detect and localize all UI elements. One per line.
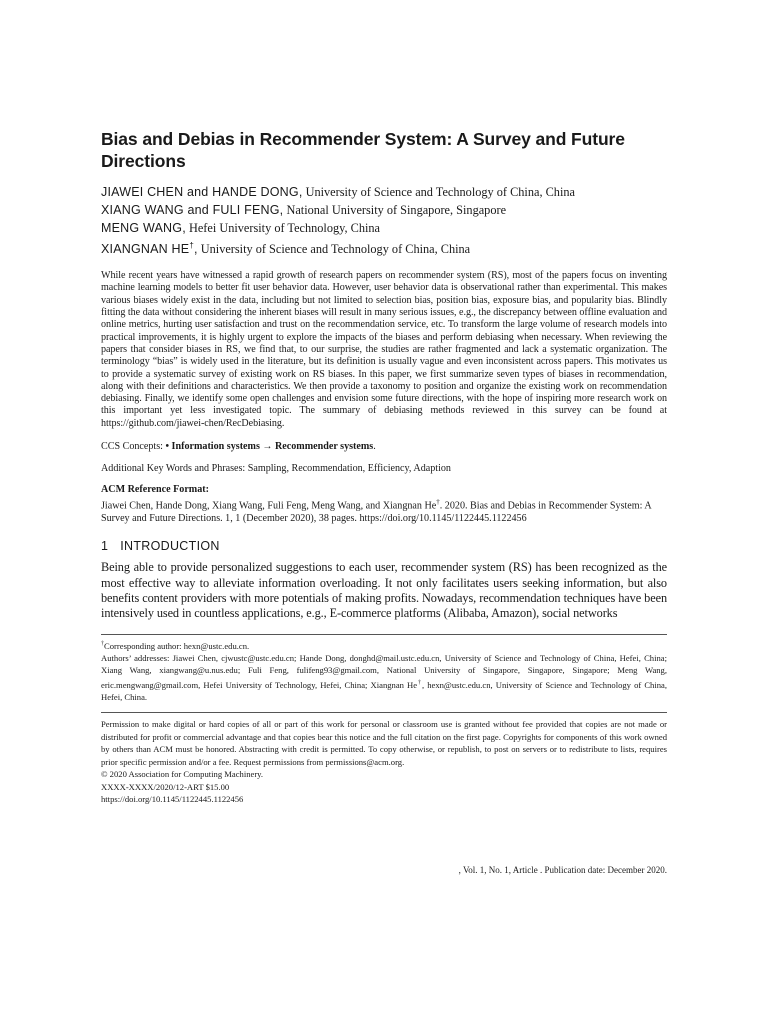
paper-title-line-2: Directions — [101, 151, 186, 171]
dagger-mark: † — [101, 640, 104, 647]
acm-reference-citation: . 2020. Bias and Debias in Recommender System: A Survey and Future Directions. 1, 1 (December 2020), 38 pages. https://doi.org/10.1145/1122445.1122456 — [101, 500, 652, 525]
author-names: JIAWEI CHEN and HANDE DONG, — [101, 185, 303, 199]
section-number: 1 — [101, 539, 109, 554]
author-addresses-end: , hexn@ustc.edu.cn, University of Science and Technology of China, Hefei, China. — [101, 679, 668, 702]
author-line — [101, 237, 667, 258]
paper-title-line-1: Bias and Debias in Recommender System: A Survey and Future — [101, 129, 625, 149]
author-addresses — [101, 652, 667, 703]
author-names: XIANG WANG and FULI FENG, — [101, 203, 284, 217]
issn-line: XXXX-XXXX/2020/12-ART $15.00 — [101, 781, 230, 792]
author-line — [101, 183, 667, 201]
permissions-block — [101, 712, 667, 806]
corresponding-author-text: Corresponding author: hexn@ustc.edu.cn. — [104, 640, 250, 651]
author-name-comma: , — [193, 242, 198, 257]
author-list — [101, 183, 667, 258]
section-heading — [101, 538, 667, 554]
author-addresses-text: Authors’ addresses: Jiawei Chen, cjwustc@ustc.edu.cn; Hande Dong, donghd@mail.ustc.edu.cn, University of Science and Technology of China, Hefei, China; Xiang Wang, xiangwang@u.nus.edu; Fuli Feng, fulifeng93@gmail.com, National University of Singapore, Singapore, Singapore; Meng Wang, eric.mengwang@gmail.com, Hefei University of Technology, Hefei, China; Xiangnan He — [101, 653, 667, 690]
doi-link[interactable]: https://doi.org/10.1145/1122445.1122456 — [101, 794, 244, 805]
author-names — [101, 242, 198, 256]
paper-title — [101, 128, 667, 172]
page-footer: , Vol. 1, No. 1, Article . Publication date: December 2020. — [458, 865, 667, 875]
section-title: INTRODUCTION — [120, 539, 220, 554]
author-affiliation: University of Science and Technology of China, China — [200, 242, 471, 257]
author-affiliation: National University of Singapore, Singapore — [286, 203, 507, 217]
page-content — [101, 128, 667, 806]
abstract: While recent years have witnessed a rapid growth of research papers on recommender system (RS), most of the papers focus on inventing machine learning models to better fit user behavior data. However, user behavior data is observational rather than experimental. This makes various biases widely exist in the data, including but not limited to selection bias, position bias, exposure bias, and popularity bias. Blindly fitting the data without considering the inherent biases will result in many serious issues, e.g., the discrepancy between offline evaluation and online metrics, hurting user satisfaction and trust on the recommendation service, etc. To transform the large volume of research models into practical improvements, it is highly urgent to explore the impacts of the biases and perform debiasing when necessary. When reviewing the papers that consider biases in RS, we find that, to our surprise, the studies are rather fragmented and lack a systematic organization. The terminology “bias” is widely used in the literature, but its definition is usually vague and even inconsistent across papers. This motivates us to provide a systematic survey of existing work on RS biases. In this paper, we first summarize seven types of biases in recommendation, along with their definitions and characteristics. We then provide a taxonomy to position and organize the existing work on recommendation debiasing. Finally, we identify some open challenges and envision some future directions, with the hope of inspiring more research work on this important yet less investigated topic. The summary of debiasing methods reviewed in this survey can be found at https://github.com/jiawei-chen/RecDebiasing. — [101, 270, 667, 429]
author-names: MENG WANG, — [101, 221, 186, 235]
acm-reference — [101, 483, 667, 525]
keywords: Additional Key Words and Phrases: Sampling, Recommendation, Efficiency, Adaption — [101, 463, 451, 475]
author-line — [101, 219, 667, 237]
ccs-end: . — [373, 441, 376, 453]
acm-reference-text — [101, 496, 667, 525]
permissions-text: Permission to make digital or hard copies of all or part of this work for personal or classroom use is granted without fee provided that copies are not made or distributed for profit or commercial advantage and that copies bear this notice and the full citation on the first page. Copyrights for components of this work owned by others than ACM must be honored. Abstracting with credit is permitted. To copy otherwise, or republish, to post on servers or to redistribute to lists, requires prior specific permission and/or a fee. Request permissions from permissions@acm.org. — [101, 719, 667, 767]
corresponding-author-note — [101, 638, 667, 652]
author-affiliation: Hefei University of Technology, China — [188, 221, 381, 235]
dagger-mark: † — [189, 241, 194, 250]
author-line — [101, 201, 667, 219]
ccs-concept: • Information systems → Recommender systems — [165, 441, 374, 453]
ccs-label: CCS Concepts: — [101, 441, 166, 453]
ccs-concepts — [101, 440, 667, 453]
dagger-mark: † — [436, 498, 440, 507]
copyright-line: © 2020 Association for Computing Machinery. — [101, 769, 264, 780]
dagger-mark: † — [417, 679, 422, 686]
acm-reference-heading: ACM Reference Format: — [101, 484, 209, 496]
author-affiliation: University of Science and Technology of China, China — [305, 185, 575, 199]
footnotes — [101, 634, 667, 703]
introduction-paragraph: Being able to provide personalized suggestions to each user, recommender system (RS) has been recognized as the most effective way to alleviate information overloading. It not only facilitates users seeking information, but also benefits content providers with more potentials of making profits. Nowadays, recommendation techniques have been intensively used in countless applications, e.g., E-commerce platforms (Alibaba, Amazon), social networks — [101, 560, 667, 621]
acm-reference-authors: Jiawei Chen, Hande Dong, Xiang Wang, Fuli Feng, Meng Wang, and Xiangnan He — [101, 500, 437, 512]
author-name-he: XIANGNAN HE — [101, 242, 190, 257]
